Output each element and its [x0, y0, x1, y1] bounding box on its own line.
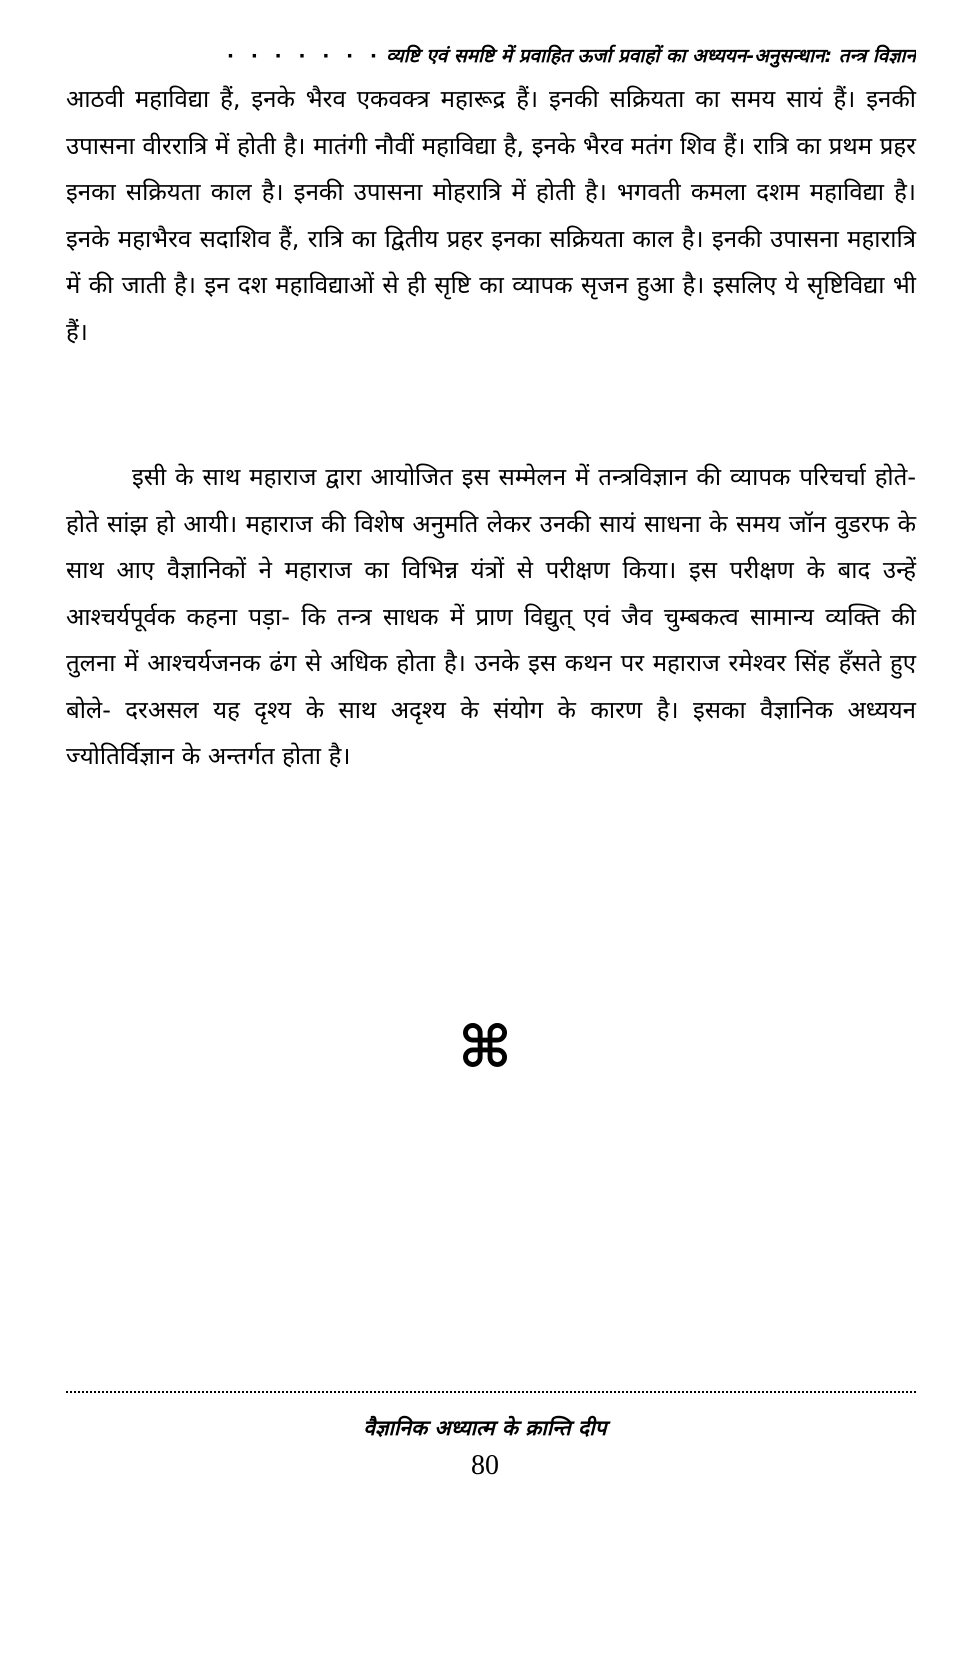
header-leader-dots: · · · · · · · — [226, 45, 383, 67]
running-header — [66, 42, 916, 68]
paragraph-1: आठवी महाविद्या हैं, इनके भैरव एकवक्त्र महारूद्र हैं। इनकी सक्रियता का समय सायं हैं। इनकी उपासना वीररात्रि में होती है। मातंगी नौवीं महाविद्या है, इनके भैरव मतंग शिव हैं। रात्रि का प्रथम प्रहर इनका सक्रियता काल है। इनकी उपासना मोहरात्रि में होती है। भगवती कमला दशम महाविद्या है। इनके महाभैरव सदाशिव हैं, रात्रि का द्वितीय प्रहर इनका सक्रियता काल है। इनकी उपासना महारात्रि में की जाती है। इन दश महाविद्याओं से ही सृष्टि का व्यापक सृजन हुआ है। इसलिए ये सृष्टिविद्या भी हैं। — [66, 85, 916, 346]
footer-dotted-rule — [66, 1391, 916, 1393]
page-number: 80 — [471, 1450, 499, 1481]
section-end-ornament-icon: ⌘ — [458, 1013, 512, 1081]
paragraph-2: इसी के साथ महाराज द्वारा आयोजित इस सम्मेलन में तन्त्रविज्ञान की व्यापक परिचर्चा होते-होते सांझ हो आयी। महाराज की विशेष अनुमति लेकर उनकी सायं साधना के समय जॉन वुडरफ के साथ आए वैज्ञानिकों ने महाराज का विभिन्न यंत्रों से परीक्षण किया। इस परीक्षण के बाद उन्हें आश्चर्यपूर्वक कहना पड़ा- कि तन्त्र साधक में प्राण विद्युत् एवं जैव चुम्बकत्व सामान्य व्यक्ति की तुलना में आश्चर्यजनक ढंग से अधिक होता है। उनके इस कथन पर महाराज रमेश्वर सिंह हँसते हुए बोले- दरअसल यह दृश्य के साथ अदृश्य के संयोग के कारण है। इसका वैज्ञानिक अध्ययन ज्योतिर्विज्ञान के अन्तर्गत होता है। — [66, 463, 916, 770]
running-title: व्यष्टि एवं समष्टि में प्रवाहित ऊर्जा प्रवाहों का अध्ययन-अनुसन्धान: तन्त्र विज्ञान — [386, 45, 916, 67]
footer-book-title: वैज्ञानिक अध्यात्म के क्रान्ति दीप — [363, 1416, 607, 1440]
